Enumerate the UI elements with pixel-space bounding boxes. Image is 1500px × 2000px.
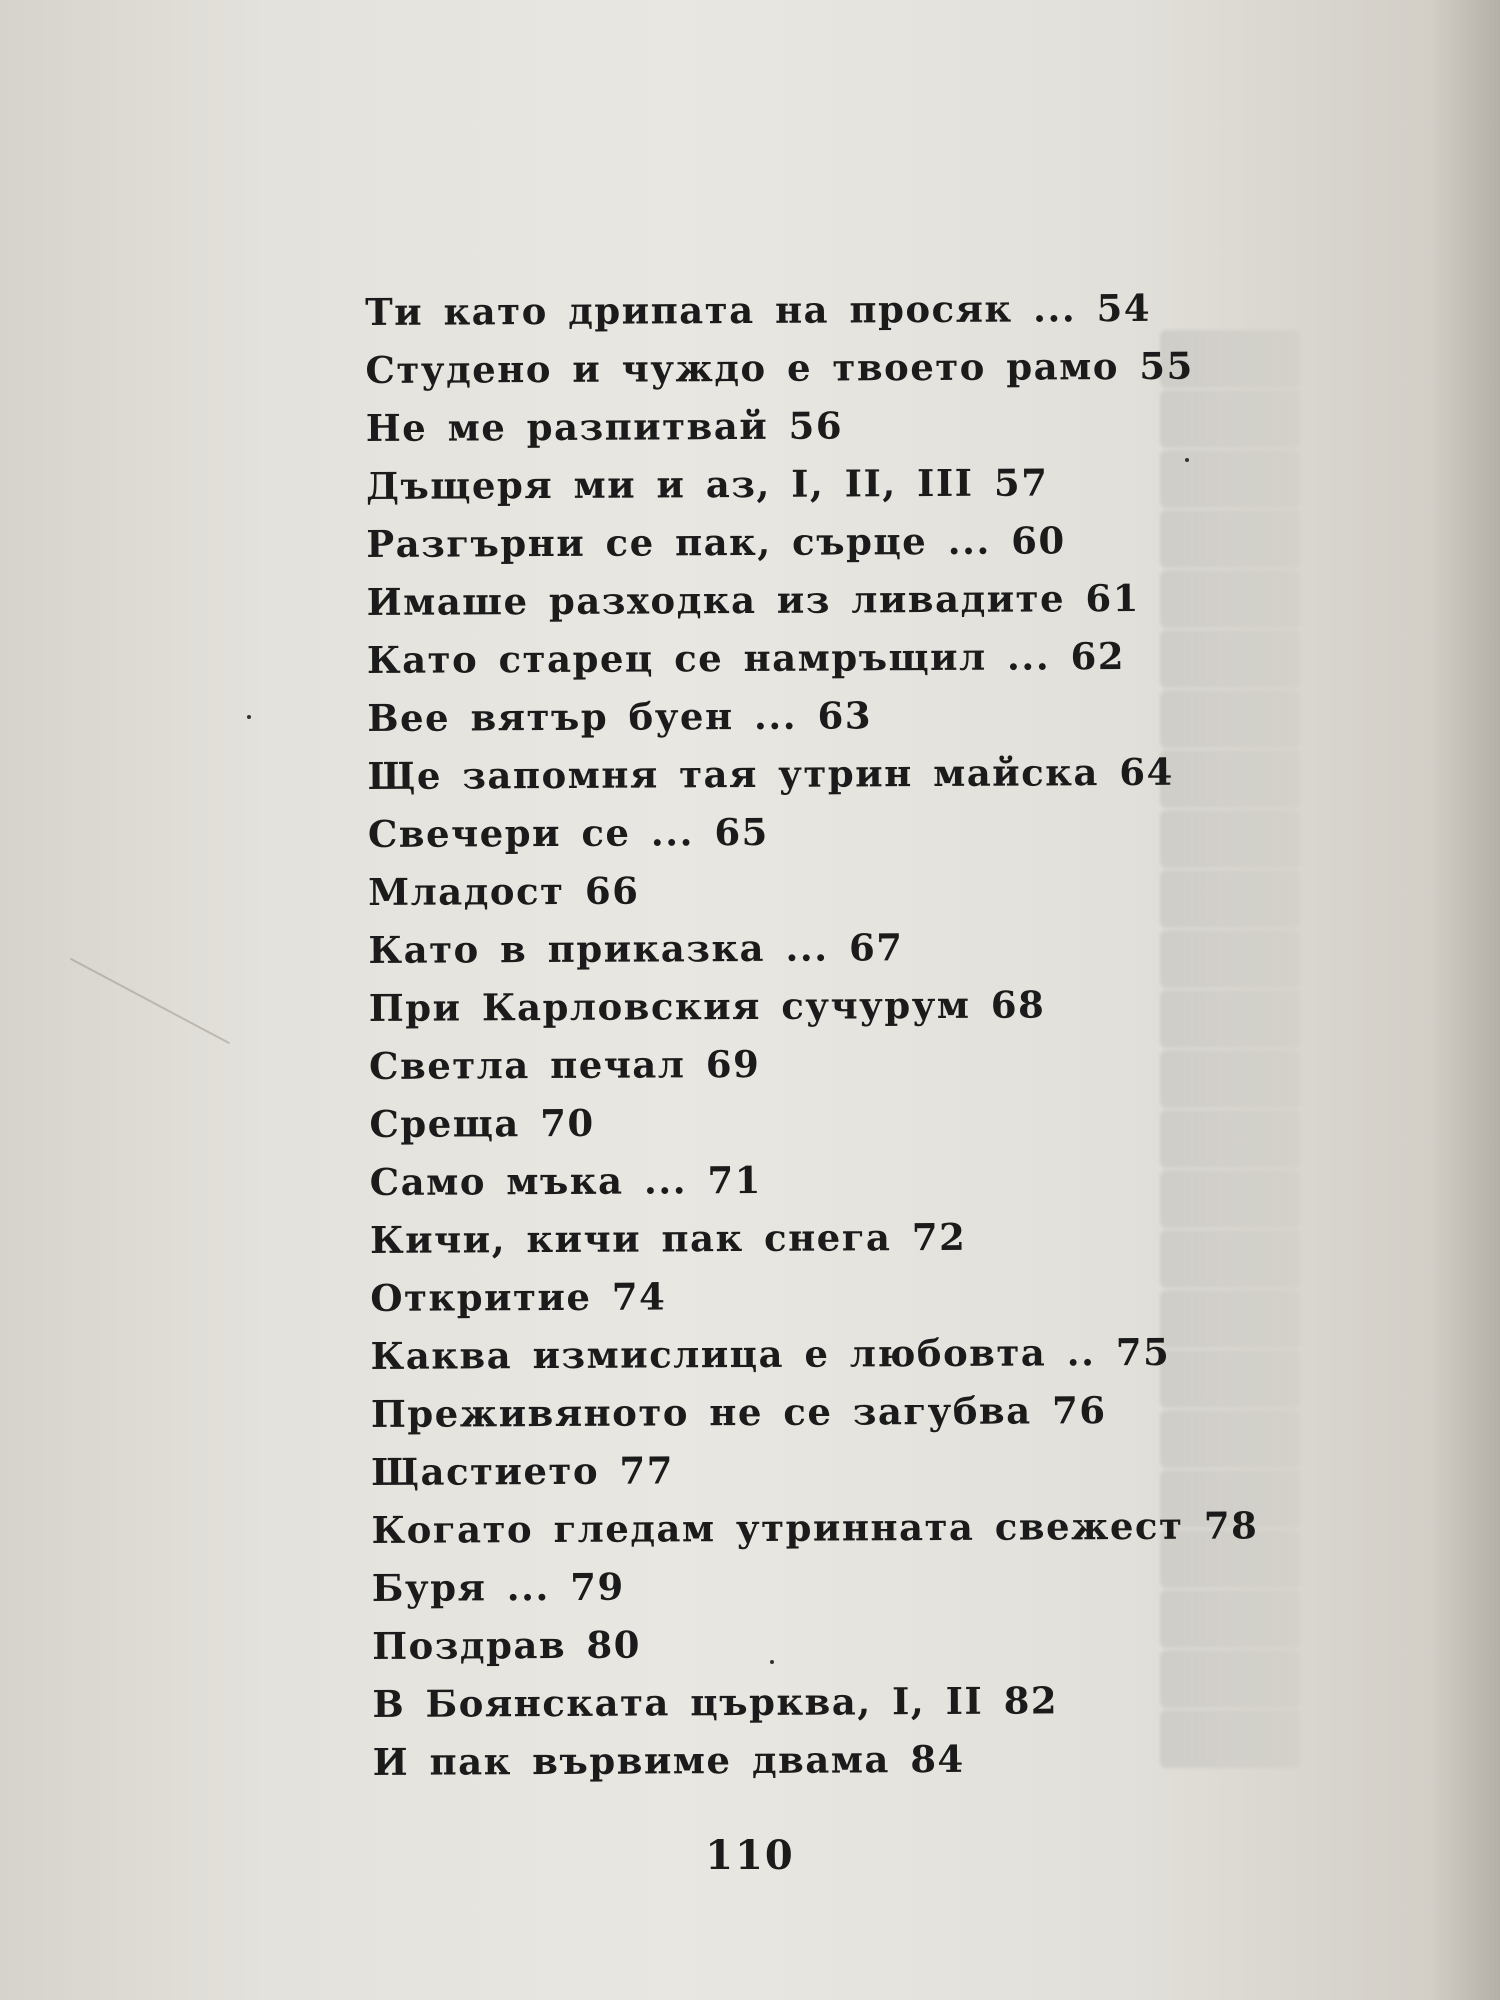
toc-entry: Каква измислица е любовта .. 75: [370, 1329, 1171, 1378]
page-edge-shadow: [1430, 0, 1500, 2000]
toc-entry: Дъщеря ми и аз, I, II, III 57: [365, 460, 1049, 508]
toc-entry: Поздрав 80: [372, 1622, 642, 1668]
page-number: 110: [705, 1832, 795, 1879]
toc-entry: При Карловския сучурум 68: [368, 982, 1046, 1030]
toc-entry: Имаше разходка из ливадите 61: [366, 575, 1141, 624]
toc-entry: Откритие 74: [370, 1274, 667, 1320]
toc-entry: Кичи, кичи пак снега 72: [369, 1214, 967, 1262]
toc-entry: В Боянската църква, I, II 82: [372, 1678, 1059, 1726]
toc-entry: Младост 66: [368, 868, 640, 914]
toc-entry: Свечери се ... 65: [367, 809, 769, 856]
toc-entry: Преживяното не се загубва 76: [370, 1388, 1107, 1436]
toc-entry: И пак вървиме двама 84: [372, 1736, 965, 1784]
toc-entry: Буря ... 79: [371, 1564, 625, 1610]
toc-entry: Ще запомня тая утрин майска 64: [367, 749, 1174, 798]
toc-entry: Вее вятър буен ... 63: [367, 693, 873, 740]
paper-crease: [70, 958, 230, 1044]
toc-entry: Среща 70: [369, 1100, 595, 1146]
toc-entry: Студено и чуждо е твоето рамо 55: [365, 343, 1194, 392]
toc-entry: Щастието 77: [371, 1448, 675, 1494]
toc-entry: Не ме разпитвай 56: [365, 403, 844, 450]
table-of-contents: [365, 278, 1273, 1791]
toc-entry: Като старец се намръщил ... 62: [366, 634, 1126, 682]
toc-entry: Светла печал 69: [368, 1041, 761, 1088]
toc-entry: Ти като дрипата на просяк ... 54: [365, 285, 1152, 334]
toc-entry: Като в приказка ... 67: [368, 925, 904, 972]
toc-entry: Когато гледам утринната свежест 78: [371, 1503, 1259, 1552]
toc-entry: Разгърни се пак, сърце ... 60: [366, 518, 1066, 566]
ink-speck: [247, 715, 251, 719]
toc-entry: Само мъка ... 71: [369, 1157, 763, 1204]
